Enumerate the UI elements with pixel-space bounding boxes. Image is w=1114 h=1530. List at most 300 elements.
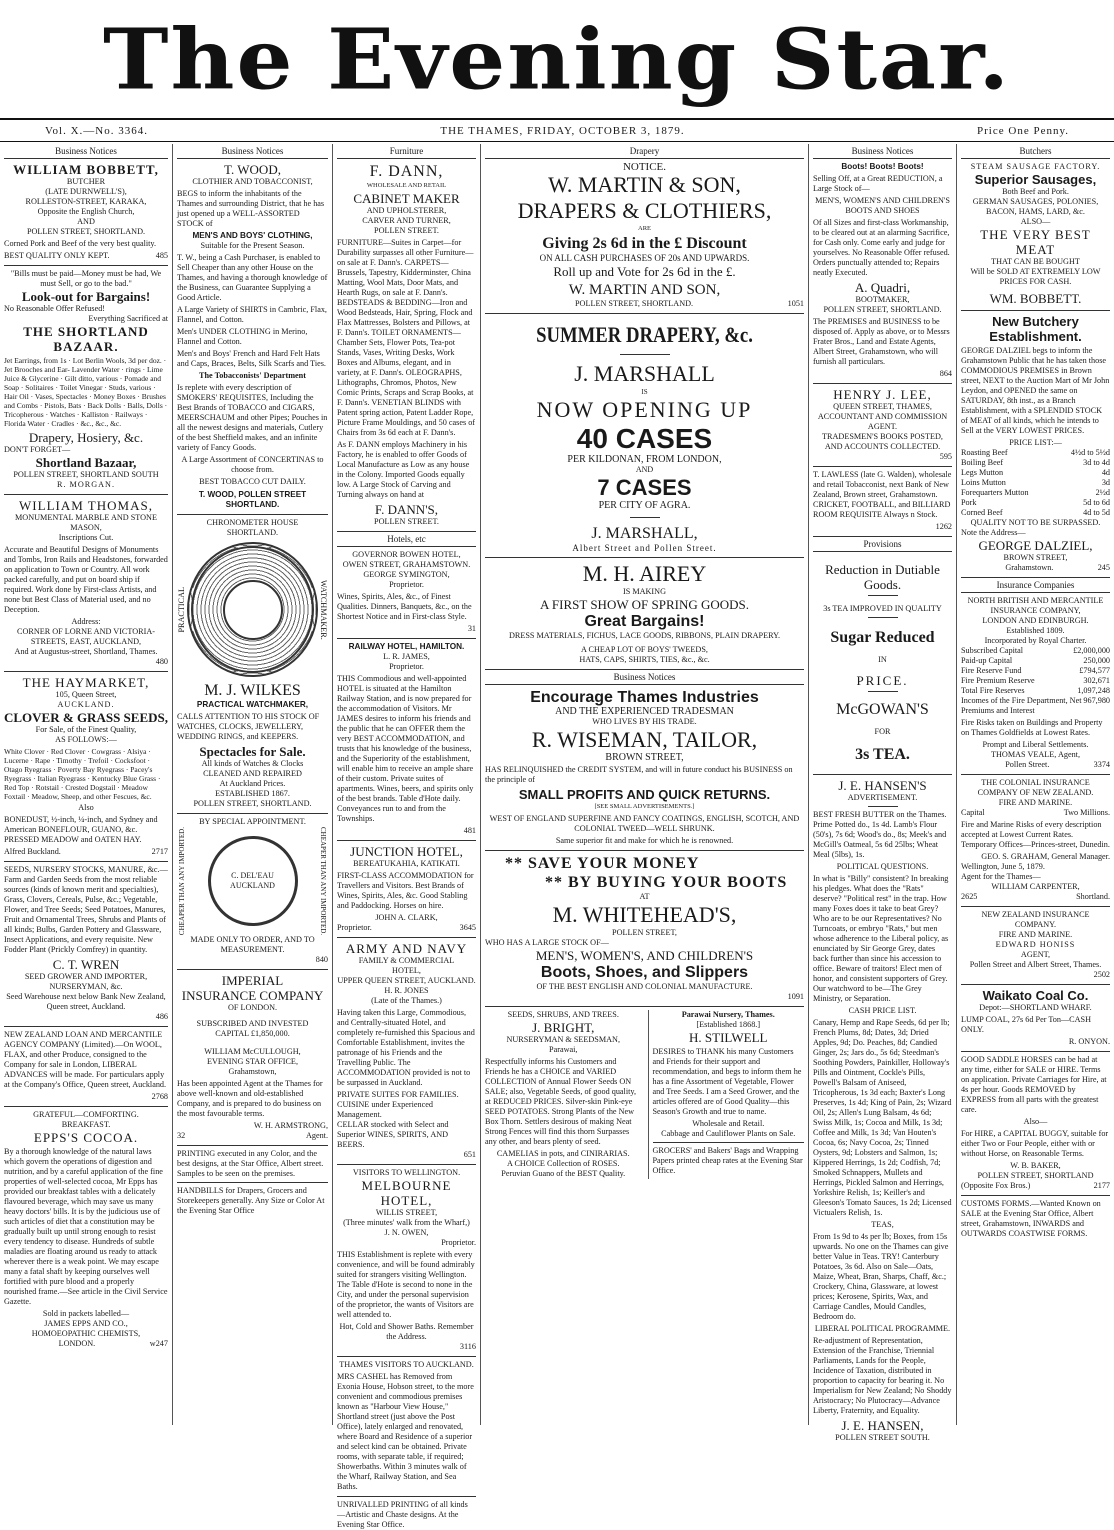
ad-name: MELBOURNE HOTEL,: [361, 1178, 452, 1208]
ad-name: A. Quadri,: [854, 280, 911, 295]
ad-trade: CABINET MAKER: [353, 191, 460, 206]
ad-text: R. MORGAN.: [57, 480, 115, 489]
ad-signature: Alfred Buckland.: [4, 847, 61, 856]
ad-text: WHOLESALE AND RETAIL: [366, 182, 447, 189]
ad-text: A Large Variety of SHIRTS in Cambric, Flax, Flannel, and Cotton.: [177, 305, 327, 324]
ad-text: AS FOLLOWS:—: [55, 735, 117, 744]
ad-text: Shortland.: [1076, 892, 1110, 901]
ad-printing: PRINTING executed in any Color, and the best designs, at the Star Office, Albert street. Samples to be seen on the premises.: [177, 1149, 324, 1179]
ad-text: MEN'S, WOMEN'S AND CHILDREN'S BOOTS AND SHOES: [815, 196, 950, 215]
ad-text: PRACTICAL: [177, 586, 186, 633]
ad-text: POLLEN STREET, SHORTLAND.: [26, 227, 146, 236]
ad-text: POLLEN STREET: [238, 490, 307, 499]
ad-headline: Parawai Nursery, Thames.: [681, 1010, 775, 1019]
ad-name: H. STILWELL: [689, 1030, 768, 1045]
columns: [0, 144, 1114, 1529]
ad-text: Proprietor.: [337, 923, 372, 932]
ad-cashel: [337, 1360, 476, 1492]
capital-table: [961, 646, 1110, 716]
section-header: Insurance Companies: [961, 577, 1110, 593]
ad-text: Of all Sizes and first-class Workmanship, to be cleared out at an alarming Sacrifice, for Cash only. Come early and judge for yourselves. No Reasonable Offer refused. Orders punctually attended to; Repairs neatly Executed.: [813, 218, 950, 277]
ad-headline: Superior Sausages,: [974, 172, 1097, 187]
ad-text: [Established 1868.]: [696, 1020, 761, 1029]
ad-number: 2625: [961, 892, 978, 901]
ad-headline: SEEDS, SHRUBS, AND TREES.: [507, 1010, 619, 1019]
ad-text: J. N. OWEN,: [384, 1228, 429, 1237]
ad-name: R. WISEMAN, TAILOR,: [531, 727, 758, 752]
ad-text: NOTICE.: [622, 161, 667, 173]
ad-text: SHORTLAND.: [225, 500, 280, 509]
ad-headline: The Tobacconists' Department: [199, 371, 306, 380]
ad-text: Everything Sacrificed at: [88, 314, 168, 323]
row-label: Subscribed Capital: [961, 646, 1024, 655]
ad-headline: SMALL PROFITS AND QUICK RETURNS.: [518, 787, 771, 802]
ad-text: BEST TOBACCO CUT DAILY.: [199, 477, 306, 486]
ad-name: McGOWAN'S: [836, 701, 929, 718]
ad-lee: [813, 387, 952, 462]
ad-text: Same superior fit and make for which he is renowned.: [555, 836, 734, 845]
ad-name: JUNCTION HOTEL,: [350, 844, 463, 859]
ad-text: Depot:—SHORTLAND WHARF.: [979, 1003, 1092, 1012]
ad-text: CELLAR stocked with Select and Superior WINES, SPIRITS, AND BEERS.: [337, 1120, 449, 1149]
ad-text: From 1s 9d to 4s per lb; Boxes, from 15s upwards. No one on the Thames can give better Value in Teas. TRY! Canterbury Potatoes, 3s 6d. Also on Sale—Oats, Maize, Wheat, Bran, Sharps, Chaff, &c.; Crockery, China, Glassware, at lowest prices; Kerosene, Spirits, Wax, and Carriage Candles, Mould Candles, Bedroom do.: [813, 1232, 949, 1321]
ad-headline: THE VERY BEST MEAT: [980, 227, 1091, 257]
ad-text: H. R. JONES: [384, 986, 429, 995]
price-row: [961, 478, 1110, 488]
ad-number: 1051: [787, 299, 804, 308]
row-value: 250,000: [1083, 656, 1110, 665]
ad-signature: GEO. S. GRAHAM, General Manager.: [981, 852, 1110, 861]
section-header: Provisions: [813, 536, 952, 552]
ad-signature: F. DANN'S,: [374, 502, 439, 517]
ad-text: OWEN STREET, GRAHAMSTOWN.: [342, 560, 471, 569]
ad-text: BROWN STREET,: [1003, 553, 1068, 562]
ad-wiseman: [485, 688, 804, 846]
price-row: [961, 448, 1110, 458]
ad-text: Capital: [961, 808, 985, 817]
ad-text: 3s TEA IMPROVED IN QUALITY: [823, 604, 942, 613]
ad-melbourne-hotel: [337, 1168, 476, 1352]
ad-text: No Reasonable Offer Refused!: [4, 304, 106, 313]
ad-text: ARE: [638, 225, 651, 232]
ad-text: (Opposite Fox Bros.): [961, 1181, 1031, 1190]
row-value: 4d: [1101, 468, 1110, 477]
ad-headline: VISITORS TO WELLINGTON.: [352, 1168, 461, 1177]
ad-name: WILLIAM BOBBETT,: [13, 162, 159, 177]
ad-text: Cabbage and Cauliflower Plants on Sale.: [661, 1129, 796, 1138]
row-value: 302,671: [1083, 676, 1110, 685]
ad-text: BEGS to inform the inhabitants of the Thames and surrounding District, that he has just opened up a WELL-ASSORTED STOCK of: [177, 189, 325, 228]
ad-waikato-coal: [961, 988, 1110, 1047]
ad-trade: CLOTHIER AND TOBACCONIST,: [192, 177, 313, 186]
ad-name: J. MARSHALL: [574, 361, 715, 386]
ad-bobbett-sausage: [961, 162, 1110, 306]
row-value: 5d to 6d: [1083, 498, 1110, 507]
ad-martin: [485, 162, 804, 309]
ad-trade: BOOTMAKER,: [855, 295, 910, 304]
ad-text: LONDON.: [58, 1339, 96, 1348]
ad-text: QUALITY NOT TO BE SURPASSED.: [970, 518, 1101, 527]
row-label: Boiling Beef: [961, 458, 1004, 467]
ad-text: HATS, CAPS, SHIRTS, TIES, &c., &c.: [579, 655, 710, 664]
ad-text: GEORGE DALZIEL begs to inform the Grahamstown Public that he has taken those COMMODIOUS PREMISES in Brown street, NEXT to the Auction Mart of Mr John Leydon, and OPENED the same on SATURDAY, 8th inst., as a Branch Establishment, with a SPLENDID STOCK of MEAT of all kinds, which he intends to Sell at the VERY LOWEST PRICES.: [961, 346, 1110, 435]
watch-icon: [187, 542, 318, 677]
ad-text: Proprietor.: [389, 580, 424, 589]
ad-text: BONEDUST, ½-inch, ¼-inch, and Sydney and American BONEFLOUR, GUANO, &c. PRESSED MEADOW and OATEN HAY.: [4, 815, 158, 844]
ad-text: IS: [641, 388, 648, 396]
ad-text: SUBSCRIBED AND INVESTED: [196, 1019, 309, 1029]
ad-text: POLLEN STREET, SHORTLAND SOUTH: [13, 470, 159, 479]
capital-row: [961, 646, 1110, 656]
ad-name: WILLIAM THOMAS,: [19, 498, 153, 513]
ad-number: 480: [155, 657, 168, 666]
ad-headline: TEAS,: [871, 1220, 894, 1229]
ad-lawless: [813, 470, 952, 532]
ad-name: THE HAYMARKET,: [22, 675, 150, 690]
section-header: Business Notices: [485, 669, 804, 685]
ad-text: ADVERTISEMENT.: [847, 793, 918, 802]
ad-text: AND THE EXPERIENCED TRADESMAN: [555, 706, 734, 717]
ad-text: Hot, Cold and Shower Baths. Remember the Address.: [339, 1322, 474, 1341]
ad-text: Both Beef and Pork.: [1002, 187, 1069, 196]
ad-text: A Large Assortment of CONCERTINAS to choose from.: [181, 455, 324, 474]
ad-headline: A FIRST SHOW OF SPRING GOODS.: [539, 597, 749, 612]
ad-text: Incorporated by Royal Charter.: [984, 636, 1087, 645]
row-value: 3d to 4d: [1083, 458, 1110, 467]
ad-text: CAPITAL £1,850,000.: [215, 1029, 290, 1039]
ad-north-british: [961, 596, 1110, 770]
ad-text: WATCHMAKER.: [319, 579, 328, 640]
ad-bright: [485, 1010, 642, 1179]
ad-text: EDWARD HONISS: [995, 940, 1076, 949]
ad-railway-hotel: [337, 642, 476, 836]
ad-signature: W. H. ARMSTRONG,: [253, 1121, 328, 1131]
ad-number: 32: [177, 1131, 186, 1141]
ad-trade: BUTCHER: [66, 177, 106, 186]
ad-text: Is replete with every description of SMOKERS' REQUISITES, Including the Best Brands of TOBACCO and CIGARS, MEERSCHAUM and other Pipes; Pouches in all the newest designs and materials, Cutlery of the best Sheffield makes, and an infinite variety of Fancy Goods.: [177, 383, 328, 452]
ad-text: Selling Off, at a Great REDUCTION, a Large Stock of—: [813, 174, 943, 193]
capital-row: [961, 666, 1110, 676]
capital-row: [961, 696, 1110, 716]
ad-headline: Look-out for Bargains!: [21, 289, 151, 304]
ad-number: 245: [1097, 563, 1110, 572]
ad-signature: W. MARTIN AND SON,: [568, 282, 721, 298]
ad-text: AND: [77, 217, 95, 226]
ad-headline: MEN'S AND BOYS' CLOTHING,: [192, 231, 313, 240]
ad-text: [SEE SMALL ADVERTISEMENTS.]: [594, 803, 695, 810]
ad-army-navy: [337, 941, 476, 1160]
ad-text: POLLEN STREET,: [612, 928, 677, 937]
ad-name: T. WOOD,: [224, 162, 281, 177]
price-row: [961, 488, 1110, 498]
ad-text: Parawai,: [549, 1045, 578, 1054]
ad-haymarket: [4, 675, 168, 857]
ad-text: For HIRE, a CAPITAL BUGGY, suitable for either Two or Four People, either with or without Horse, on Reasonable Terms.: [961, 1129, 1109, 1158]
ad-name: GOVERNOR BOWEN HOTEL,: [352, 550, 461, 559]
ad-number: 485: [155, 251, 168, 260]
row-label: Corned Beef: [961, 508, 1003, 517]
ad-headline: ** SAVE YOUR MONEY: [505, 855, 700, 872]
ad-dalziel: [961, 314, 1110, 573]
ad-headline: THAMES VISITORS TO AUCKLAND.: [339, 1360, 474, 1369]
ad-text: DON'T FORGET—: [4, 445, 71, 454]
ad-number: 3374: [1093, 760, 1110, 769]
ad-text: LONDON AND EDINBURGH.: [982, 616, 1089, 625]
ad-text: PRIVATE SUITES FOR FAMILIES.: [337, 1090, 459, 1099]
ad-name: IMPERIAL: [221, 973, 284, 989]
ad-headline: Roll up and Vote for 2s 6d in the £.: [553, 264, 736, 279]
row-value: 2½d: [1095, 488, 1110, 497]
ad-text: IN: [878, 655, 887, 664]
ad-text: WHO HAS A LARGE STOCK OF—: [485, 938, 609, 947]
ad-text: TRADESMEN'S BOOKS POSTED, AND ACCOUNTS COLLECTED.: [822, 432, 943, 451]
ad-nz-insurance: [961, 910, 1110, 980]
ad-text: BEST QUALITY ONLY KEPT.: [4, 251, 110, 260]
ad-text: BROWN STREET,: [605, 752, 684, 763]
ad-number: 3116: [459, 1342, 476, 1351]
ad-text: Peruvian Guano of the BEST Quality.: [501, 1169, 626, 1178]
ad-customs-forms: CUSTOMS FORMS.—Wanted Known on SALE at the Evening Star Office, Albert street, Grahamstown, INWARDS and OUTWARDS COASTWISE FORMS.: [961, 1199, 1101, 1238]
ad-name: STEAM SAUSAGE FACTORY.: [970, 162, 1101, 171]
ad-text: Pollen Street and Albert Street, Thames.: [969, 960, 1102, 969]
ad-text: DRESS MATERIALS, FICHUS, LACE GOODS, RIBBONS, PLAIN DRAPERY.: [509, 631, 780, 640]
ad-text: Inscriptions Cut.: [58, 533, 114, 542]
ad-bazaar: [4, 269, 168, 490]
ad-wood: [177, 162, 328, 510]
ad-junction-hotel: [337, 844, 476, 933]
ad-text: GROCERS' and Bakers' Bags and Wrapping Papers printed cheap rates at the Evening Star Office.: [652, 1146, 803, 1175]
ad-text: BACON, HAMS, LARD, &c.: [986, 207, 1085, 216]
ad-text: Men's and Boys' French and Hard Felt Hats and Caps, Braces, Belts, Silk Scarfs and Ties.: [177, 349, 326, 368]
ad-marshall: [485, 322, 804, 553]
ad-name: JAMES EPPS AND CO.,: [44, 1319, 128, 1328]
ad-name: F. DANN,: [369, 163, 444, 180]
ad-text: A CHEAP LOT OF BOYS' TWEEDS,: [581, 645, 708, 654]
ad-text: OF LONDON.: [227, 1003, 278, 1013]
ad-text: Sold in packets labelled—: [42, 1309, 130, 1318]
column-5: [808, 144, 956, 1442]
ad-text: BEST FRESH BUTTER on the Thames. Prime Potted do., 1s 4d. Lamb's Flour (50's), 7s 6d; Wood's do., 8s; Meek's and McGill's Oatmeal, 5s 6d 25lbs; Wheat Meal (5lbs), 1s.: [813, 810, 947, 859]
ad-text: (Late of the Thames.): [371, 996, 442, 1005]
ad-text: POLLEN STREET.: [374, 517, 439, 526]
ad-trade: SEED GROWER AND IMPORTER, NURSERYMAN, &c.: [24, 972, 148, 991]
ad-name: HENRY J. LEE,: [833, 387, 932, 402]
ad-text: IS MAKING: [623, 587, 666, 596]
ad-text: Grahamstown.: [1005, 563, 1054, 572]
ad-signature: THOMAS VEALE, Agent,: [991, 750, 1080, 759]
ad-baker: [961, 1055, 1110, 1191]
ad-headline: Reduction in Dutiable: [825, 562, 940, 577]
column-2: [172, 144, 332, 1425]
ad-text: The PREMISES and BUSINESS to be disposed of. Apply as above, or to Messrs Frater Bros., Land and Estate Agents, Albert Street, Grahamstown, who will furnish all particulars.: [813, 317, 950, 366]
ad-text: POLLEN STREET, SHORTLAND.: [193, 799, 312, 808]
row-label: Loins Mutton: [961, 478, 1006, 487]
ad-name: RAILWAY HOTEL, HAMILTON.: [348, 642, 465, 651]
row-label: Total Fire Reserves: [961, 686, 1025, 695]
ad-text: Established 1809.: [1006, 626, 1065, 635]
ad-headline: ** BY BUYING YOUR BOOTS: [545, 874, 788, 891]
masthead: [0, 0, 1114, 118]
ad-text: THIS Commodious and well-appointed HOTEL is situated at the Hamilton Railway Station, and is now prepared for the accommodation of Visitors. Mr JAMES desires to inform his friends and the public that he can OFFER them the very BEST ACCOMMODATION, and trusts that his knowledge of the business, and the Superiority of the establishment, will enable him to receive an ample share of their custom. Private suites of apartments. Wines, beers, and spirits only of the best brands. Table d'Hote daily. Conveyances run to and from the Townships.: [337, 674, 474, 823]
ad-text: And at Augustus-street, Shortland, Thames.: [14, 647, 158, 656]
ad-text: PRICE.: [856, 673, 909, 688]
ad-name: W. B. BAKER,: [1010, 1161, 1061, 1170]
ad-wren: [4, 865, 168, 1022]
ad-name: M. H. AIREY: [582, 561, 707, 586]
ad-mcgowan: [813, 562, 952, 764]
ad-text: Prompt and Liberal Settlements.: [982, 740, 1089, 749]
ad-number: 1091: [787, 992, 804, 1001]
ad-text: Proprietor.: [441, 1238, 476, 1247]
ad-name: CHRONOMETER HOUSE: [206, 518, 299, 527]
ad-number: 2502: [1093, 970, 1110, 979]
row-label: Legs Mutton: [961, 468, 1004, 477]
ad-text: WILLIS STREET,: [375, 1208, 438, 1217]
ad-airey: [485, 561, 804, 665]
column-1: [0, 144, 172, 1425]
ad-signature: J. MARSHALL,: [591, 525, 698, 542]
ad-text: CUISINE under Experienced Management.: [337, 1100, 433, 1119]
ad-text: "Bills must be paid—Money must be had, We must Sell, or go to the bad.": [10, 269, 162, 288]
ad-text: FAMILY & COMMERCIAL: [358, 956, 455, 965]
ad-text: By a thorough knowledge of the natural laws which govern the operations of digestion and nutrition, and by a careful application of the fine properties of well-selected cocoa, Mr Epps has provided our breakfast tables with a delicately flavoured beverage, which may save us many heavy doctors' bills. It is by the judicious use of such articles of diet that a constitution may be gradually built up until strong enough to resist every tendency to disease. Hundreds of subtle maladies are floating around us ready to attack wherever there is a weak point. We may escape many a fatal shaft by keeping ourselves well fortified with pure blood and a properly nourished frame.—See article in the Civil Service Gazette.: [4, 1147, 168, 1306]
ad-text: Canary, Hemp and Rape Seeds, 6d per lb; French Plums, 8d; Dates, 3d; Dried Apples, 9d; Do. Peaches, 8d; Candied Ginger, 2s; Jars do., 5s 6d; Steedman's Soothing Powders, Painkiller, Holloway's Pills and Ointment, Cockle's Pills, Powell's Balsam of Aniseed, Tricopherous, 1s 3d each; Baxter's Long Preserves, 1s 4d; King of Pain, 2s; Wizard Oil, 2s; Allen's Lung Balsam, 4s 6d; Swiss Milk, 1s; Cocoa and Milk, 1s 3d; Coffee and Milk, 1s 3d; Van Houten's Cocoa, 6s; Navy Cocoa, 2s; Tinned Oysters, 9d; Lobsters and Salmon, 1s; Kippered Herrings, 1s 2d; Codfish, 7d; Smoked Schnappers, Mullets and Herrings, Pickled Salmon and Herrings, Yorkshire Relish, 1s; Keiller's and Gleeson's Tomato Sauces, 1s 2d; Licensed Victualers Relish, 1s.: [813, 1018, 952, 1217]
ad-number: 486: [155, 1012, 168, 1021]
ad-trade: PRACTICAL WATCHMAKER,: [196, 700, 309, 709]
ad-name: NORTH BRITISH AND MERCANTILE INSURANCE COMPANY,: [967, 596, 1104, 615]
ad-text: Also: [78, 803, 94, 812]
ad-text: PER KILDONAN, FROM LONDON,: [567, 454, 722, 465]
ad-trade: DRAPERS & CLOTHIERS,: [517, 198, 772, 223]
ad-headline: NOW OPENING UP: [536, 397, 753, 422]
ad-text: Wines, Spirits, Ales, &c., of Finest Qualities. Dinners, Banquets, &c., on the Shortest Notice and in First-class Style.: [337, 592, 472, 621]
ad-text: SEEDS, NURSERY STOCKS, MANURE, &c.—Farm and Garden Seeds from the most reliable sources (kinds of known merit and specialties), Grass, Clovers, Cereals, Pulse, &c.; Vegetable, Flower, and Tree Seeds; Seed Potatoes, Manures, Fruit and Ornamental Trees, Shrubs and Plants of all kinds; Bulbs, Garden Pottery and Glassware, Insect Applications, and every requisite. New Fodder Plant (Prickly Comfrey) in quantity.: [4, 865, 168, 954]
ad-headline: Spectacles for Sale.: [199, 744, 306, 759]
ad-text: WILLIAM CARPENTER,: [991, 882, 1080, 891]
ad-text: CHEAPER THAN ANY IMPORTED.: [319, 827, 327, 936]
ad-name: M. WHITEHEAD'S,: [552, 902, 737, 927]
ad-name: M. J. WILKES: [204, 682, 301, 699]
ad-name: C. T. WREN: [52, 957, 120, 972]
ad-text: CHEAPER THAN ANY IMPORTED.: [178, 827, 186, 936]
ad-headline: LIBERAL POLITICAL PROGRAMME.: [814, 1324, 951, 1333]
ad-text: DESIRES to THANK his many Customers and Friends for their support and recommendation, and begs to inform them he has a fine Assortment of Vegetable, Flower and Tree Seeds. I am a Seed Grower, and the articles offered are of Good Quality—this Season's Growth and true to name.: [652, 1047, 802, 1116]
ad-trade: AND UPHOLSTERER,: [366, 206, 447, 215]
ad-text: ESTABLISHED 1867.: [215, 789, 290, 798]
section-header: Furniture: [337, 144, 476, 159]
ad-number: 2177: [1093, 1181, 1110, 1190]
ad-text: Albert Street and Pollen Street.: [572, 543, 717, 553]
ad-text: CLEANED AND REPAIRED: [203, 769, 302, 778]
ad-bobbett: [4, 162, 168, 261]
ad-text: BREAKFAST.: [61, 1120, 111, 1129]
row-label: Incomes of the Fire Department, Net Premiums and Interest: [961, 696, 1082, 715]
place-date: THE THAMES, FRIDAY, OCTOBER 3, 1879.: [440, 124, 685, 137]
row-label: Roasting Beef: [961, 448, 1008, 457]
ad-headline: Giving 2s 6d in the £ Discount: [542, 235, 747, 252]
ad-text: In what is "Billy" consistent? In breaking his pledges. What does the "Rats" deserve? "Political rest" in the trap. How many Foxes does it take to beat Grey? Who are to be our Representatives? No Turncoats, or embryo "Rats," but men whose adherence to the Liberal policy, as enunciated by Sir George Grey, dates back further than since his accession to office. Beware of traitors! Elect men of honor, and consistent supporters of Grey. Our watchword to be—The Grey Ministry, or Separation.: [813, 874, 949, 1003]
ad-text: T. W., being a Cash Purchaser, is enabled to Sell Cheaper than any other House on the Thames, and having a thorough knowledge of the Business, can Guarantee Supplying a Good Article.: [177, 253, 328, 302]
ad-governor-bowen: [337, 550, 476, 634]
ad-name: GEORGE DALZIEL,: [978, 538, 1093, 553]
column-6: [956, 144, 1114, 1425]
ad-text: Opposite the English Church,: [37, 207, 135, 216]
ad-text: As F. DANN employs Machinery in his Factory, he is enabled to offer Goods of Local Manufacture as Low as any house in the Colony. Imported Goods equally low. A Large Stock of Carving and Turning always on hand at: [337, 440, 470, 499]
ad-number: 2768: [151, 1092, 168, 1101]
ad-headline: Boots, Shoes, and Slippers: [540, 964, 749, 981]
ad-text: PER CITY OF AGRA.: [598, 500, 691, 511]
ad-text: FIRE AND MARINE.: [998, 798, 1073, 807]
ad-name: WILLIAM McCULLOUGH,: [204, 1047, 301, 1057]
ad-text: GRATEFUL—COMFORTING.: [33, 1110, 139, 1119]
ad-trade: NURSERYMAN & SEEDSMAN,: [506, 1035, 620, 1044]
row-label: Fire Premium Reserve: [961, 676, 1035, 685]
ad-headline: Boots! Boots! Boots!: [841, 162, 924, 171]
ad-number: 31: [467, 624, 476, 633]
ad-signature: T. WOOD,: [198, 490, 237, 499]
section-header: Business Notices: [4, 144, 168, 159]
ad-text: Also—: [1023, 1117, 1048, 1126]
ad-stilwell: [648, 1010, 805, 1179]
ad-text: POLLEN STREET, SHORTLAND.: [575, 299, 694, 308]
ad-text: ROLLESTON-STREET, KARAKA,: [25, 197, 147, 206]
ad-name: EPPS'S COCOA.: [33, 1130, 139, 1145]
ad-text: AT: [639, 892, 650, 901]
ad-text: A CHOICE Collection of ROSES.: [506, 1159, 620, 1168]
newspaper-title: The Evening Star.: [103, 9, 1011, 109]
ad-text: Corned Pork and Beef of the very best quality.: [4, 239, 157, 248]
ad-text: L. R. JAMES,: [383, 652, 430, 661]
ad-name: THE SHORTLAND BAZAAR.: [23, 324, 149, 354]
ad-text: Has been appointed Agent at the Thames for above well-known and old-established Company, and is prepared to do business on the most favourable terms.: [177, 1079, 323, 1119]
ad-headline: Goods.: [863, 577, 902, 592]
row-label: Fire Reserve Fund: [961, 666, 1022, 675]
price-row: [961, 458, 1110, 468]
ad-name: ARMY AND NAVY: [345, 941, 468, 956]
row-label: Forequarters Mutton: [961, 488, 1029, 497]
ad-text: POLLEN STREET.: [374, 226, 439, 235]
ad-text: JOHN A. CLARK,: [375, 913, 438, 922]
ad-name: J. BRIGHT,: [532, 1020, 595, 1035]
ad-printing: UNRIVALLED PRINTING of all kinds—Artistic and Chaste designs. At the Evening Star Office.: [337, 1500, 468, 1529]
ad-headline: Sugar Reduced: [830, 629, 935, 646]
ad-headline: BY SPECIAL APPOINTMENT.: [199, 817, 306, 826]
column-4: [480, 144, 808, 1425]
ad-text: QUEEN STREET, THAMES,: [833, 402, 932, 411]
ad-text: Address:: [71, 617, 101, 626]
ad-text: FIRE AND MARINE.: [998, 930, 1073, 939]
ad-number: 651: [463, 1150, 476, 1159]
capital-row: [961, 686, 1110, 696]
ad-text: MRS CASHEL has Removed from Exonia House, Hobson street, to the more convenient and commodious premises known as "Harbour View House," Shortland street (just above the Post Office), lately enlarged and renovated, where Board and Residence of a superior and select kind can be obtained. Private rooms, with separate table, if required; Showerbaths. Within 3 minutes walk of the Wharf, Railway Station, and Sea Baths.: [337, 1372, 474, 1491]
ad-text: MADE ONLY TO ORDER, AND TO MEASUREMENT.: [190, 935, 315, 955]
ad-text: HAS RELINQUISHED the CREDIT SYSTEM, and will in future conduct his BUSINESS on the principle of: [485, 765, 793, 784]
ad-trade: CARVER AND TURNER,: [362, 216, 451, 225]
ad-text: ALSO—: [1020, 217, 1051, 226]
ad-text: At Auckland Prices.: [219, 779, 286, 788]
ad-text: (LATE DURNWELL'S),: [45, 187, 127, 196]
ad-name: Shortland Bazaar,: [35, 455, 137, 470]
ad-number: 2717: [151, 847, 168, 856]
ad-text: CAMELIAS in pots, and CINIRARIAS.: [496, 1149, 630, 1158]
ad-text: For Sale, of the Finest Quality,: [35, 725, 137, 734]
ad-text: AUCKLAND.: [57, 700, 115, 709]
ad-headline: 3s TEA.: [855, 746, 910, 763]
ad-name: THE COLONIAL INSURANCE COMPANY OF NEW ZEALAND.: [977, 778, 1094, 797]
price-list: [961, 448, 1110, 518]
ad-text: T. LAWLESS (late G. Walden), wholesale and retail Tobacconist, next Bank of New Zealand, Brown street, Grahamstown. CRICKET, FOOTBALL, and BILLIARD ROOM REQUISITE Always n Stock.: [813, 470, 952, 519]
ad-signature: R. ONYON.: [1068, 1037, 1110, 1046]
